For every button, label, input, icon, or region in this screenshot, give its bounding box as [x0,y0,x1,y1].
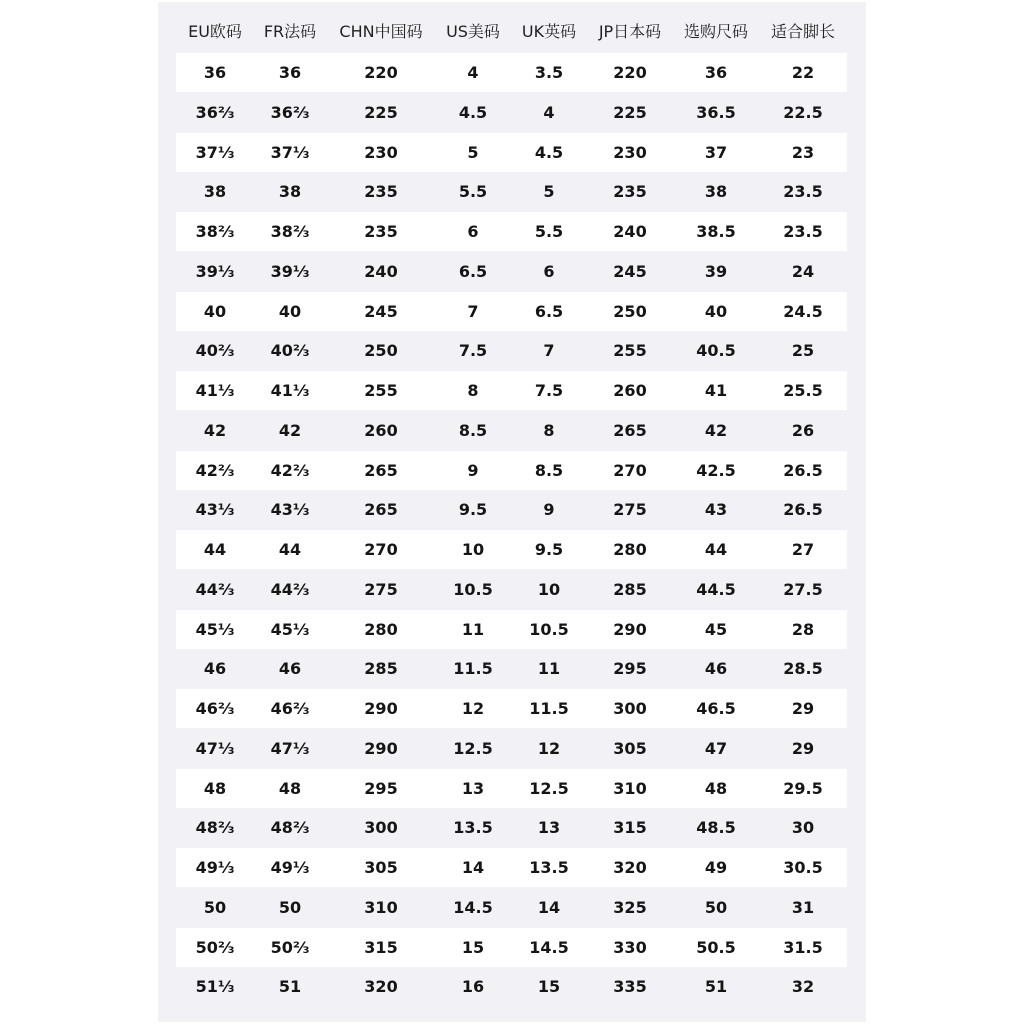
table-cell: 290 [364,738,398,758]
table-cell: 36⅔ [195,102,235,122]
table-cell: 50.5 [696,937,736,957]
table-cell: 23 [791,142,815,162]
table-cell: 43⅓ [195,500,235,520]
table-cell: 36 [203,63,227,82]
table-cell: 28.5 [783,659,823,679]
table-cell: 51 [278,977,302,997]
table-cell: 27 [791,540,815,559]
table-cell: 7.5 [458,341,488,361]
table-cell: 285 [364,659,398,679]
table-cell: 12.5 [529,778,569,798]
table-cell: 270 [364,540,398,559]
table-row [176,530,847,569]
table-row [176,888,847,927]
table-cell: 38⅔ [270,222,310,241]
table-cell: 12 [461,699,485,718]
table-cell: 46⅔ [270,699,310,718]
table-cell: 245 [613,261,647,281]
table-cell: 44.5 [696,579,736,599]
table-cell: 13.5 [529,858,569,877]
column-header-4: UK英码 [521,22,577,41]
table-cell: 49⅓ [270,858,310,877]
table-cell: 36.5 [696,102,736,122]
table-cell: 50 [704,897,728,917]
table-cell: 285 [613,579,647,599]
table-row [176,610,847,649]
table-row [176,252,847,291]
table-cell: 8 [543,420,555,440]
size-chart-header [158,14,866,50]
table-cell: 11 [537,659,561,679]
table-cell: 11.5 [453,659,493,679]
table-cell: 50 [278,897,302,917]
size-chart-panel [158,2,866,1022]
table-cell: 46 [203,659,227,679]
table-cell: 13 [461,778,485,798]
table-cell: 260 [613,381,647,400]
table-cell: 235 [613,182,647,202]
table-cell: 41⅓ [195,381,235,400]
table-cell: 7 [467,301,479,321]
table-cell: 38 [278,182,302,202]
table-cell: 44 [278,540,302,559]
column-header-7: 适合脚长 [770,22,835,41]
table-cell: 49 [704,858,728,877]
table-cell: 10 [537,579,561,599]
table-cell: 15 [461,937,485,957]
table-cell: 32 [791,977,815,997]
table-cell: 16 [461,977,485,997]
table-cell: 265 [364,460,398,480]
table-cell: 44 [704,540,728,559]
table-cell: 325 [613,897,647,917]
table-row [176,769,847,808]
table-cell: 6 [467,222,479,241]
table-cell: 38 [203,182,227,202]
column-header-5: JP日本码 [598,22,662,41]
table-cell: 29 [791,738,815,758]
table-cell: 25 [791,341,815,361]
table-cell: 47⅓ [195,738,235,758]
table-row [176,649,847,688]
table-cell: 46 [704,659,728,679]
table-cell: 48⅔ [270,818,310,838]
column-header-1: FR法码 [263,22,317,41]
table-row [176,967,847,1006]
table-cell: 8.5 [458,420,488,440]
table-cell: 5.5 [534,222,564,241]
table-cell: 40.5 [696,341,736,361]
table-cell: 39 [704,261,728,281]
table-cell: 38.5 [696,222,736,241]
table-cell: 46.5 [696,699,736,718]
table-cell: 10.5 [453,579,493,599]
table-cell: 22 [791,63,815,82]
table-cell: 275 [613,500,647,520]
table-cell: 14 [461,858,485,877]
table-cell: 42.5 [696,460,736,480]
table-cell: 255 [364,381,398,400]
table-cell: 250 [364,341,398,361]
table-cell: 9 [467,460,479,480]
table-cell: 290 [613,619,647,639]
table-cell: 14.5 [453,897,493,917]
table-cell: 8 [467,381,479,400]
table-cell: 240 [364,261,398,281]
table-cell: 5.5 [458,182,488,202]
table-cell: 300 [613,699,647,718]
table-cell: 44 [203,540,227,559]
table-cell: 51⅓ [195,977,235,997]
table-row [176,808,847,847]
table-cell: 48 [278,778,302,798]
table-cell: 320 [613,858,647,877]
column-header-2: CHN中国码 [339,22,423,41]
table-cell: 31.5 [783,937,823,957]
table-cell: 310 [613,778,647,798]
table-cell: 15 [537,977,561,997]
table-cell: 43⅓ [270,500,310,520]
table-cell: 315 [364,937,398,957]
table-cell: 315 [613,818,647,838]
table-cell: 13.5 [453,818,493,838]
table-cell: 6.5 [534,301,564,321]
table-cell: 42 [704,420,728,440]
table-cell: 37⅓ [195,142,235,162]
table-cell: 220 [613,63,647,82]
table-cell: 255 [613,341,647,361]
table-cell: 335 [613,977,647,997]
table-row [176,331,847,370]
table-row [176,292,847,331]
table-cell: 6.5 [458,261,488,281]
table-cell: 4.5 [458,102,488,122]
table-cell: 47 [704,738,728,758]
table-cell: 25.5 [783,381,823,400]
table-cell: 265 [613,420,647,440]
column-header-3: US美码 [446,22,500,41]
table-row [176,848,847,887]
table-cell: 10.5 [529,619,569,639]
table-cell: 27.5 [783,579,823,599]
table-cell: 260 [364,420,398,440]
table-cell: 295 [613,659,647,679]
table-cell: 12.5 [453,738,493,758]
table-cell: 14 [537,897,561,917]
table-row [176,451,847,490]
table-row [176,53,847,92]
table-cell: 9 [543,500,555,520]
table-cell: 24 [791,261,815,281]
table-cell: 270 [613,460,647,480]
table-cell: 295 [364,778,398,798]
table-cell: 6 [543,261,555,281]
table-cell: 280 [364,619,398,639]
table-cell: 50⅔ [270,937,310,957]
table-row [176,133,847,172]
table-cell: 290 [364,699,398,718]
table-cell: 42 [278,420,302,440]
table-row [176,689,847,728]
table-cell: 4 [467,63,479,82]
table-cell: 26.5 [783,500,823,520]
table-cell: 3.5 [534,63,564,82]
table-cell: 24.5 [783,301,823,321]
table-row [176,371,847,410]
table-row [176,93,847,132]
table-cell: 7.5 [534,381,564,400]
table-cell: 245 [364,301,398,321]
table-row [176,928,847,967]
table-cell: 36⅔ [270,102,310,122]
table-cell: 23.5 [783,222,823,241]
table-cell: 11 [461,619,485,639]
table-cell: 45⅓ [270,619,310,639]
table-cell: 280 [613,540,647,559]
table-cell: 8.5 [534,460,564,480]
table-cell: 26 [791,420,815,440]
table-row [176,729,847,768]
table-cell: 4 [543,102,555,122]
table-cell: 29 [791,699,815,718]
table-cell: 43 [704,500,728,520]
table-cell: 330 [613,937,647,957]
table-cell: 9.5 [534,540,564,559]
table-cell: 10 [461,540,485,559]
table-cell: 41⅓ [270,381,310,400]
table-cell: 48 [203,778,227,798]
table-row [176,490,847,529]
table-cell: 51 [704,977,728,997]
table-cell: 31 [791,897,815,917]
table-cell: 40⅔ [195,341,235,361]
table-cell: 240 [613,222,647,241]
table-cell: 300 [364,818,398,838]
table-cell: 39⅓ [270,261,310,281]
table-cell: 46 [278,659,302,679]
table-cell: 28 [791,619,815,639]
table-cell: 320 [364,977,398,997]
table-cell: 48⅔ [195,818,235,838]
table-cell: 42⅔ [195,460,235,480]
table-cell: 30.5 [783,858,823,877]
table-cell: 45⅓ [195,619,235,639]
table-cell: 305 [364,858,398,877]
table-cell: 29.5 [783,778,823,798]
table-cell: 5 [467,142,479,162]
table-cell: 50⅔ [195,937,235,957]
table-cell: 37⅓ [270,142,310,162]
table-cell: 9.5 [458,500,488,520]
table-row [176,570,847,609]
table-cell: 305 [613,738,647,758]
table-cell: 30 [791,818,815,838]
table-cell: 36 [278,63,302,82]
table-cell: 235 [364,182,398,202]
table-row [176,411,847,450]
table-cell: 22.5 [783,102,823,122]
table-cell: 14.5 [529,937,569,957]
table-cell: 47⅓ [270,738,310,758]
table-cell: 39⅓ [195,261,235,281]
table-cell: 37 [704,142,728,162]
table-cell: 220 [364,63,398,82]
table-cell: 5 [543,182,555,202]
table-cell: 38⅔ [195,222,235,241]
table-cell: 12 [537,738,561,758]
table-cell: 45 [704,619,728,639]
table-cell: 44⅔ [270,579,310,599]
table-cell: 42 [203,420,227,440]
table-cell: 265 [364,500,398,520]
table-cell: 4.5 [534,142,564,162]
table-cell: 7 [543,341,555,361]
column-header-0: EU欧码 [188,22,242,41]
table-cell: 48 [704,778,728,798]
table-cell: 42⅔ [270,460,310,480]
table-cell: 230 [613,142,647,162]
table-cell: 36 [704,63,728,82]
table-cell: 48.5 [696,818,736,838]
table-cell: 11.5 [529,699,569,718]
table-cell: 38 [704,182,728,202]
table-cell: 13 [537,818,561,838]
table-cell: 40⅔ [270,341,310,361]
table-cell: 46⅔ [195,699,235,718]
table-cell: 275 [364,579,398,599]
table-cell: 225 [613,102,647,122]
table-row [176,212,847,251]
table-cell: 40 [278,301,302,321]
table-cell: 40 [203,301,227,321]
table-cell: 50 [203,897,227,917]
table-cell: 235 [364,222,398,241]
table-cell: 23.5 [783,182,823,202]
table-cell: 230 [364,142,398,162]
table-cell: 250 [613,301,647,321]
table-cell: 41 [704,381,728,400]
table-cell: 40 [704,301,728,321]
column-header-6: 选购尺码 [683,22,748,41]
table-cell: 49⅓ [195,858,235,877]
table-cell: 225 [364,102,398,122]
table-cell: 26.5 [783,460,823,480]
table-cell: 310 [364,897,398,917]
table-row [176,172,847,211]
table-cell: 44⅔ [195,579,235,599]
